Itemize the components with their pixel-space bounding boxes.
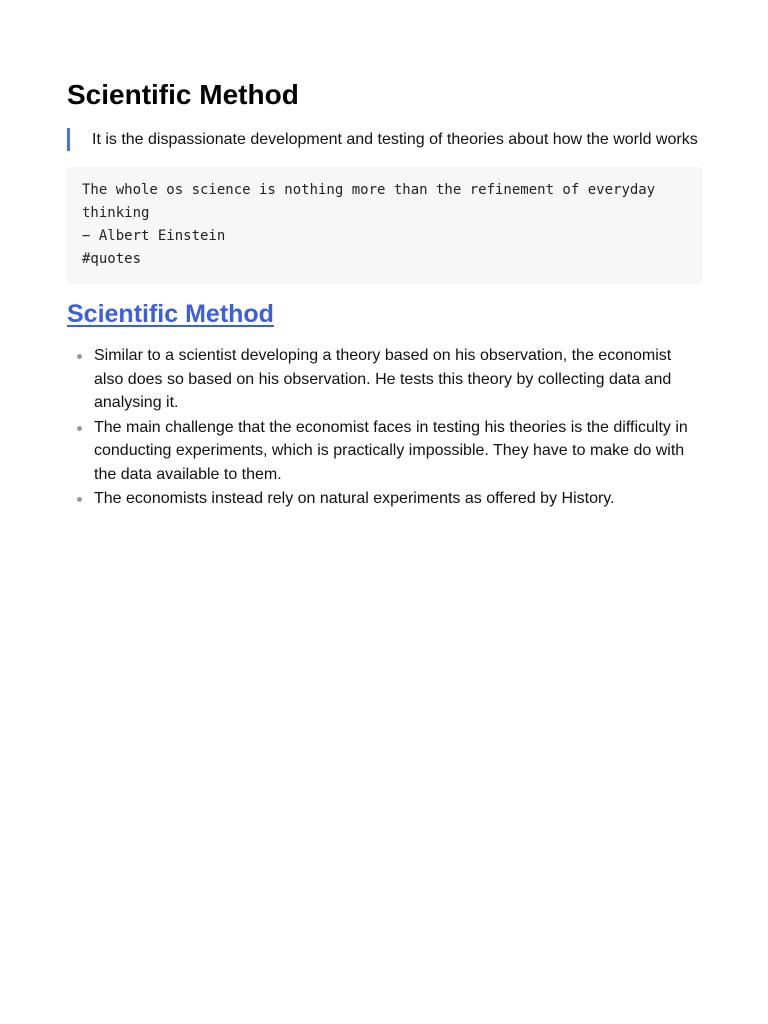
code-line-quote: The whole os science is nothing more than the refinement of everyday thinking xyxy=(82,182,664,221)
scientific-method-link[interactable]: Scientific Method xyxy=(67,300,274,328)
list-item xyxy=(67,344,702,415)
page-title: Scientific Method xyxy=(67,79,299,110)
code-line-tag: #quotes xyxy=(82,251,142,267)
quote-code-block xyxy=(67,167,702,284)
list-item-text: The economists instead rely on natural experiments as offered by History. xyxy=(94,490,615,507)
list-item-text: Similar to a scientist developing a theory based on his observation, the economist also does so based on his observation. He tests this theory by collecting data and analysing it. xyxy=(94,347,672,411)
list-item xyxy=(67,487,702,511)
bullet-icon xyxy=(77,426,82,431)
definition-blockquote: It is the dispassionate development and testing of theories about how the world works xyxy=(67,128,702,151)
bullet-icon xyxy=(77,354,82,359)
bullet-list xyxy=(67,344,702,511)
code-line-author: − Albert Einstein xyxy=(82,228,226,244)
bullet-icon xyxy=(77,497,82,502)
list-item xyxy=(67,416,702,487)
list-item-text: The main challenge that the economist faces in testing his theories is the difficulty in conducting experiments, which is practically impossible. They have to make do with the data available to them. xyxy=(94,418,688,483)
